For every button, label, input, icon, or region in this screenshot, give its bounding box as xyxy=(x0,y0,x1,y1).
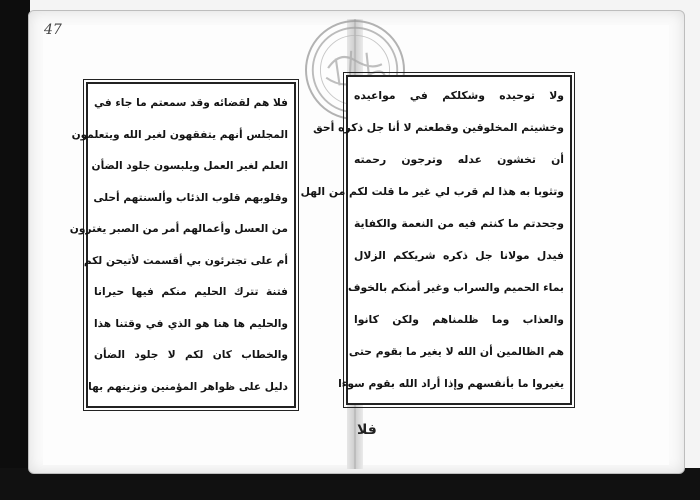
manuscript-text-line: وجحدتم ما كنتم فيه من النعمة والكفاية xyxy=(354,217,564,230)
manuscript-text-line: والعذاب وما ظلمناهم ولكن كانوا xyxy=(354,313,564,326)
manuscript-text-line: وخشيتم المخلوقين وقطعتم لا أنا جل ذكره أحق xyxy=(313,121,564,134)
manuscript-text-line: والخطاب كان لكم لا جلود الضأن xyxy=(94,349,288,362)
manuscript-text-line: دليل على ظواهر المؤمنين وتزينهم بها xyxy=(88,380,288,393)
manuscript-text-line: فلا هم لقضائه وقد سمعتم ما جاء في xyxy=(94,97,288,109)
manuscript-text-line: بماء الحميم والسراب وغير أمنكم بالخوف xyxy=(347,281,564,294)
manuscript-text-line: وتثوبا به هذا لم قرب لي غير ما قلت لكم من الهل xyxy=(300,185,564,198)
manuscript-text-line: يغيروا ما بأنفسهم وإذا أراد الله بقوم سوءا xyxy=(338,377,564,390)
manuscript-text-line: هم الظالمين أن الله لا يغير ما بقوم حتى xyxy=(348,345,564,358)
manuscript-text-line: فتنة تترك الحليم منكم فيها حيرانا xyxy=(94,286,288,299)
manuscript-text-line: والحليم ها هنا هو الذي في وقتنا هذا xyxy=(94,317,288,330)
left-text-block xyxy=(69,90,288,400)
manuscript-text-line: العلم لغير العمل ويلبسون جلود الضأن xyxy=(91,160,288,173)
left-text-frame xyxy=(69,82,296,408)
scanner-left-edge xyxy=(0,0,30,500)
manuscript-text-line: أم على تجترئون بي أقسمت لأتيحن لكم xyxy=(83,254,288,267)
right-text-block xyxy=(300,83,564,397)
manuscript-text-line: ولا توحيده وشكلكم في مواعيده xyxy=(354,89,564,102)
folio-number: 47 xyxy=(44,22,62,38)
manuscript-text-line: المجلس أنهم يتفقهون لغير الله ويتعلمون xyxy=(71,128,288,141)
manuscript-text-line: أن تخشون عدله وترجون رحمته xyxy=(354,153,564,166)
manuscript-text-line: من العسل وأعمالهم أمر من الصبر يغترون xyxy=(69,223,288,236)
catchword: فلا xyxy=(357,422,377,438)
right-text-frame xyxy=(300,75,572,405)
manuscript-text-line: وقلوبهم قلوب الذئاب وألسنتهم أحلى xyxy=(93,191,288,204)
manuscript-text-line: فيدل مولانا جل ذكره شريككم الزلال xyxy=(354,249,564,262)
